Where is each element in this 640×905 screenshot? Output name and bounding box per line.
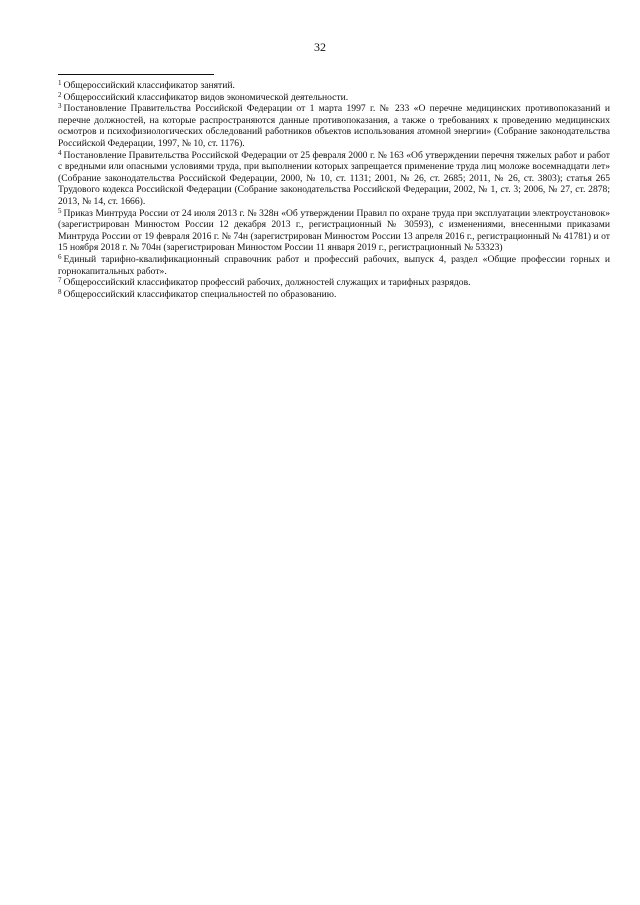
footnote-mark: 2 (58, 90, 62, 99)
footnote-5 (58, 208, 610, 254)
footnote-4 (58, 150, 610, 208)
footnote-text: Постановление Правительства Российской Федерации от 25 февраля 2000 г. № 163 «Об утверждении перечня тяжелых работ и работ с вредными или опасными условиями труда, при выполнении которых запрещается применение труда лиц моложе восемнадцати лет» (Собрание законодательства Российской Федерации, 2000, № 10, ст. 1131; 2001, № 26, ст. 2685; 2011, № 26, ст. 3803); статья 265 Трудового кодекса Российской Федерации (Собрание законодательства Российской Федерации, 2002, № 1, ст. 3; 2006, № 27, ст. 2878; 2013, № 14, ст. 1666). (58, 149, 610, 207)
footnote-text: Постановление Правительства Российской Федерации от 1 марта 1997 г. № 233 «О перечне медицинских противопоказаний и перечне должностей, на которые распространяются данные противопоказания, а также о требованиях к проведению медицинских осмотров и психофизиологических обследований работников объектов использования атомной энергии» (Собрание законодательства Российской Федерации, 1997, № 10, ст. 1176). (58, 103, 610, 149)
footnote-text: Приказ Минтруда России от 24 июля 2013 г. № 328н «Об утверждении Правил по охране труда при эксплуатации электроустановок» (зарегистрирован Минюстом России 12 декабря 2013 г., регистрационный № 30593), с изменениями, внесенными приказами Минтруда России от 19 февраля 2016 г. № 74н (зарегистрирован Минюстом России 13 апреля 2016 г., регистрационный № 41781) и от 15 ноября 2018 г. № 704н (зарегистрирован Минюстом России 11 января 2019 г., регистрационный № 53323) (58, 207, 610, 254)
footnote-text: Общероссийский классификатор занятий. (63, 80, 235, 91)
footnote-6 (58, 254, 610, 277)
footnote-mark: 4 (58, 148, 62, 157)
footnote-text: Общероссийский классификатор профессий рабочих, должностей служащих и тарифных разрядов. (63, 277, 471, 289)
footnote-separator (58, 74, 214, 75)
footnotes-section (58, 80, 610, 300)
footnote-mark: 1 (58, 79, 62, 87)
footnote-7 (58, 277, 610, 289)
footnote-3 (58, 103, 610, 149)
footnote-mark: 6 (58, 252, 62, 261)
footnote-text: Общероссийский классификатор специальностей по образованию. (63, 288, 337, 300)
footnote-2 (58, 92, 610, 104)
footnote-1 (58, 80, 610, 92)
footnote-text: Единый тарифно-квалификационный справочник работ и профессий рабочих, выпуск 4, раздел «Общие профессии горных и горнокапитальных работ». (58, 253, 610, 277)
page-number: 32 (314, 40, 326, 54)
footnote-mark: 8 (58, 287, 62, 296)
footnote-8 (58, 289, 610, 301)
footnote-mark: 5 (58, 206, 62, 215)
footnote-mark: 7 (58, 276, 62, 285)
footnote-mark: 3 (58, 102, 62, 111)
footnote-text: Общероссийский классификатор видов экономической деятельности. (63, 91, 349, 103)
